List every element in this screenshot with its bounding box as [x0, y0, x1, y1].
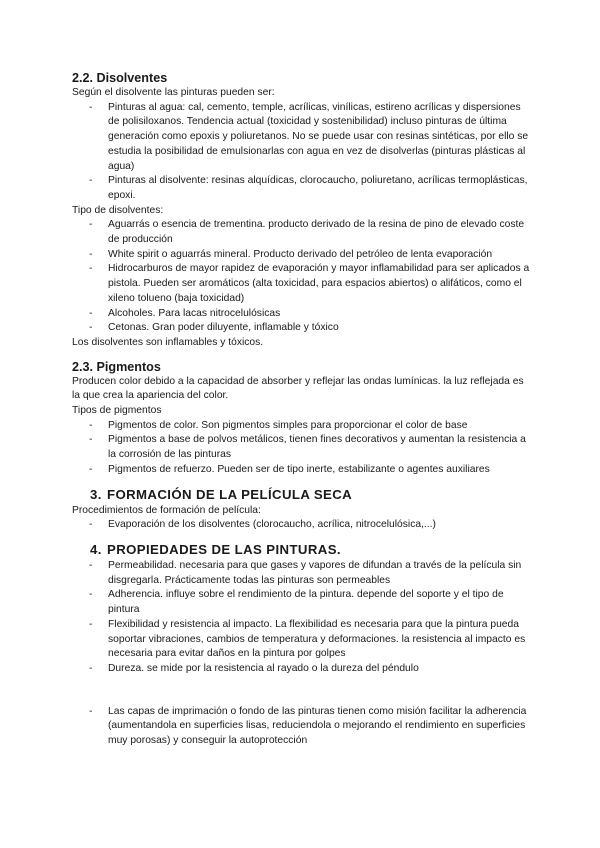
- bullet-dash: -: [89, 248, 93, 260]
- bullet-dash: -: [89, 307, 93, 319]
- list-item: - Las capas de imprimación o fondo de las pinturas tienen como misión facilitar la adherencia (aumentandola en superficies lisas, reduciendola o mejorando el rendimiento en superficies muy porosas) y conseguir la autoprotección: [89, 705, 527, 747]
- bullet-dash: -: [89, 589, 93, 601]
- section-heading-formacion: 3. FORMACIÓN DE LA PELÍCULA SECA: [90, 486, 353, 502]
- list-item: - Pigmentos de color. Son pigmentos simples para proporcionar el color de base: [72, 419, 532, 434]
- list-item: - Adherencia. influye sobre el rendimiento de la pintura. depende del soporte y el tipo de pintura: [89, 589, 504, 616]
- list-item: - White spirit o aguarrás mineral. Producto derivado del petróleo de lenta evaporación: [72, 248, 532, 263]
- list-item: - Cetonas. Gran poder diluyente, inflamable y tóxico: [72, 321, 532, 336]
- bullet-dash: -: [89, 219, 93, 231]
- bullet-dash: -: [89, 705, 93, 717]
- bullet-dash: -: [89, 618, 93, 630]
- list-item: - Dureza. se mide por la resistencia al rayado o la dureza del péndulo: [72, 662, 532, 677]
- propiedades-list: [72, 559, 532, 677]
- document-page: [72, 70, 532, 749]
- list-item: - Pigmentos de refuerzo. Pueden ser de tipo inerte, estabilizante o agentes auxiliares: [72, 463, 532, 478]
- bullet-dash: -: [89, 662, 93, 674]
- list-item: - Pinturas al agua: cal, cemento, temple, acrílicas, vinílicas, estireno acrílicas y dispersiones de polisiloxanos. Tendencia actual (toxicidad y sostenibilidad) incluso pinturas de última generación como epoxis y poliuretanos. No se puede usar con resinas sintéticas, por ello se estudia la posibilidad de emulsionarlas con agua en vez de disolverlas (pinturas plásticas al agua): [89, 101, 529, 172]
- list-item: - Flexibilidad y resistencia al impacto. La flexibilidad es necesaria para que la pintura pueda soportar vibraciones, cambios de temperatura y deformaciones. la resistencia al impacto es necesaria para evitar daños en la pintura por golpes: [89, 618, 526, 660]
- tipos-disolventes-intro: Tipo de disolventes:: [72, 204, 164, 216]
- bullet-dash: -: [89, 263, 93, 275]
- tipos-pintura-list: [72, 101, 532, 204]
- tipos-disolventes-list: [72, 218, 532, 336]
- list-item: - Evaporación de los disolventes (clorocaucho, acrílica, nitrocelulósica,...): [72, 518, 532, 533]
- list-item: - Permeabilidad. necesaria para que gases y vapores de difundan a través de la película sin disgregarla. Prácticamente todas las pinturas son permeables: [89, 559, 522, 586]
- list-item: - Hidrocarburos de mayor rapidez de evaporación y mayor inflamabilidad para ser aplicados a pistola. Pueden ser aromáticos (alta toxicidad, para espacios abiertos) o alifáticos, como el xileno tolueno (baja toxicidad): [89, 263, 530, 304]
- disolventes-intro: Según el disolvente las pinturas pueden ser:: [72, 87, 275, 98]
- bullet-dash: -: [89, 434, 93, 446]
- bullet-dash: -: [89, 322, 93, 334]
- bullet-dash: -: [89, 419, 93, 431]
- bullet-dash: -: [89, 463, 93, 475]
- bullet-dash: -: [89, 559, 93, 571]
- list-item: - Alcoholes. Para lacas nitrocelulósicas: [72, 307, 532, 322]
- formacion-intro: Procedimientos de formación de película:: [72, 504, 261, 516]
- bullet-dash: -: [89, 175, 93, 187]
- tipos-pigmentos-list: [72, 419, 532, 478]
- bullet-dash: -: [89, 519, 93, 531]
- list-item: - Pigmentos a base de polvos metálicos, tienen fines decorativos y aumentan la resistencia a la corrosión de las pinturas: [89, 434, 526, 461]
- section-number: 3.: [90, 486, 102, 502]
- propiedades-extra-list: [72, 705, 532, 749]
- section-heading-pigmentos: 2.3. Pigmentos: [72, 359, 161, 374]
- bullet-dash: -: [89, 101, 93, 113]
- formacion-list: [72, 518, 532, 533]
- disolventes-closing: Los disolventes son inflamables y tóxicos.: [72, 336, 264, 348]
- list-item: - Pinturas al disolvente: resinas alquídicas, clorocaucho, poliuretano, acrílicas termoplásticas, epoxi.: [89, 175, 528, 201]
- section-number: 4.: [90, 541, 102, 557]
- pigmentos-intro: Producen color debido a la capacidad de absorber y reflejar las ondas lumínicas. la luz reflejada es la que crea la apariencia del color.: [72, 375, 524, 402]
- section-heading-disolventes: 2.2. Disolventes: [72, 71, 168, 85]
- section-heading-propiedades: 4. PROPIEDADES DE LAS PINTURAS.: [90, 541, 341, 557]
- tipos-pigmentos-intro: Tipos de pigmentos: [72, 405, 162, 417]
- list-item: - Aguarrás o esencia de trementina. producto derivado de la resina de pino de elevado coste de producción: [89, 219, 525, 246]
